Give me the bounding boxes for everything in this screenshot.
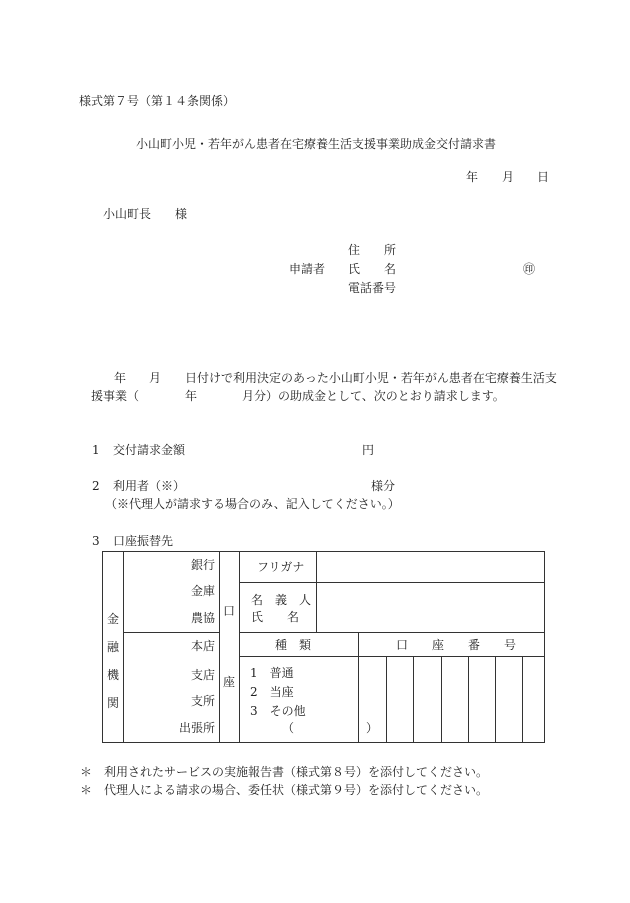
- bank-type-nokyo: 農協: [191, 611, 216, 625]
- account-type-current: 2 当座: [250, 685, 294, 699]
- date-year-label: 年: [466, 170, 479, 184]
- account-label-bottom: 座: [223, 675, 236, 689]
- applicant-phone-label: 電話番号: [348, 281, 397, 295]
- branch-type-office: 出張所: [179, 721, 216, 735]
- type-header: 種 類: [275, 638, 312, 652]
- bank-type-shinkin: 金庫: [191, 584, 216, 598]
- branch-type-branch: 支店: [191, 668, 216, 682]
- body-line2-year: 年: [185, 389, 198, 403]
- item-2-number: 2: [92, 479, 100, 493]
- body-month: 月: [149, 371, 162, 385]
- item-1-unit: 円: [362, 443, 375, 457]
- holder-label-line2: 氏 名: [251, 610, 300, 624]
- branch-type-sub: 支所: [191, 694, 216, 708]
- bank-type-bank: 銀行: [191, 558, 216, 572]
- item-3-number: 3: [92, 534, 100, 548]
- account-type-other: 3 その他: [250, 704, 306, 718]
- holder-label-line1: 名 義 人: [251, 593, 312, 607]
- applicant-label: 申請者: [289, 262, 326, 276]
- body-line2-end: 月分）の助成金として、次のとおり請求します。: [242, 389, 505, 403]
- account-number-header: 口 座 番 号: [396, 638, 517, 652]
- applicant-address-label: 住 所: [348, 243, 397, 257]
- account-type-ordinary: 1 普通: [250, 666, 294, 680]
- bank-account-table: [102, 551, 545, 743]
- body-line1-text: 日付けで利用決定のあった小山町小児・若年がん患者在宅療養生活支: [185, 371, 557, 385]
- item-3-label: 口座振替先: [113, 534, 174, 548]
- seal-mark: ㊞: [523, 262, 536, 276]
- furigana-label: フリガナ: [257, 560, 305, 574]
- item-2-unit: 様分: [371, 479, 396, 493]
- body-line2-start: 援事業（: [91, 389, 140, 403]
- footnote-2: ＊ 代理人による請求の場合、委任状（様式第９号）を添付してください。: [80, 783, 489, 797]
- body-year: 年: [114, 371, 127, 385]
- item-1-label: 交付請求金額: [113, 443, 186, 457]
- date-month-label: 月: [502, 170, 515, 184]
- page-title: 小山町小児・若年がん患者在宅療養生活支援事業助成金交付請求書: [136, 137, 497, 151]
- item-2-note: （※代理人が請求する場合のみ、記入してください。）: [105, 497, 400, 511]
- item-2-label: 利用者（※）: [113, 479, 186, 493]
- date-day-label: 日: [537, 170, 550, 184]
- account-type-other-blank: （ ）: [282, 721, 379, 735]
- form-number: 様式第７号（第１４条関係）: [79, 94, 236, 108]
- institution-label: 金 融 機 関: [106, 612, 119, 710]
- account-label-top: 口: [223, 604, 236, 618]
- applicant-name-label: 氏 名: [348, 262, 397, 276]
- addressee: 小山町長 様: [103, 207, 188, 221]
- item-1-number: 1: [92, 443, 100, 457]
- footnote-1: ＊ 利用されたサービスの実施報告書（様式第８号）を添付してください。: [80, 765, 489, 779]
- branch-type-head: 本店: [191, 639, 216, 653]
